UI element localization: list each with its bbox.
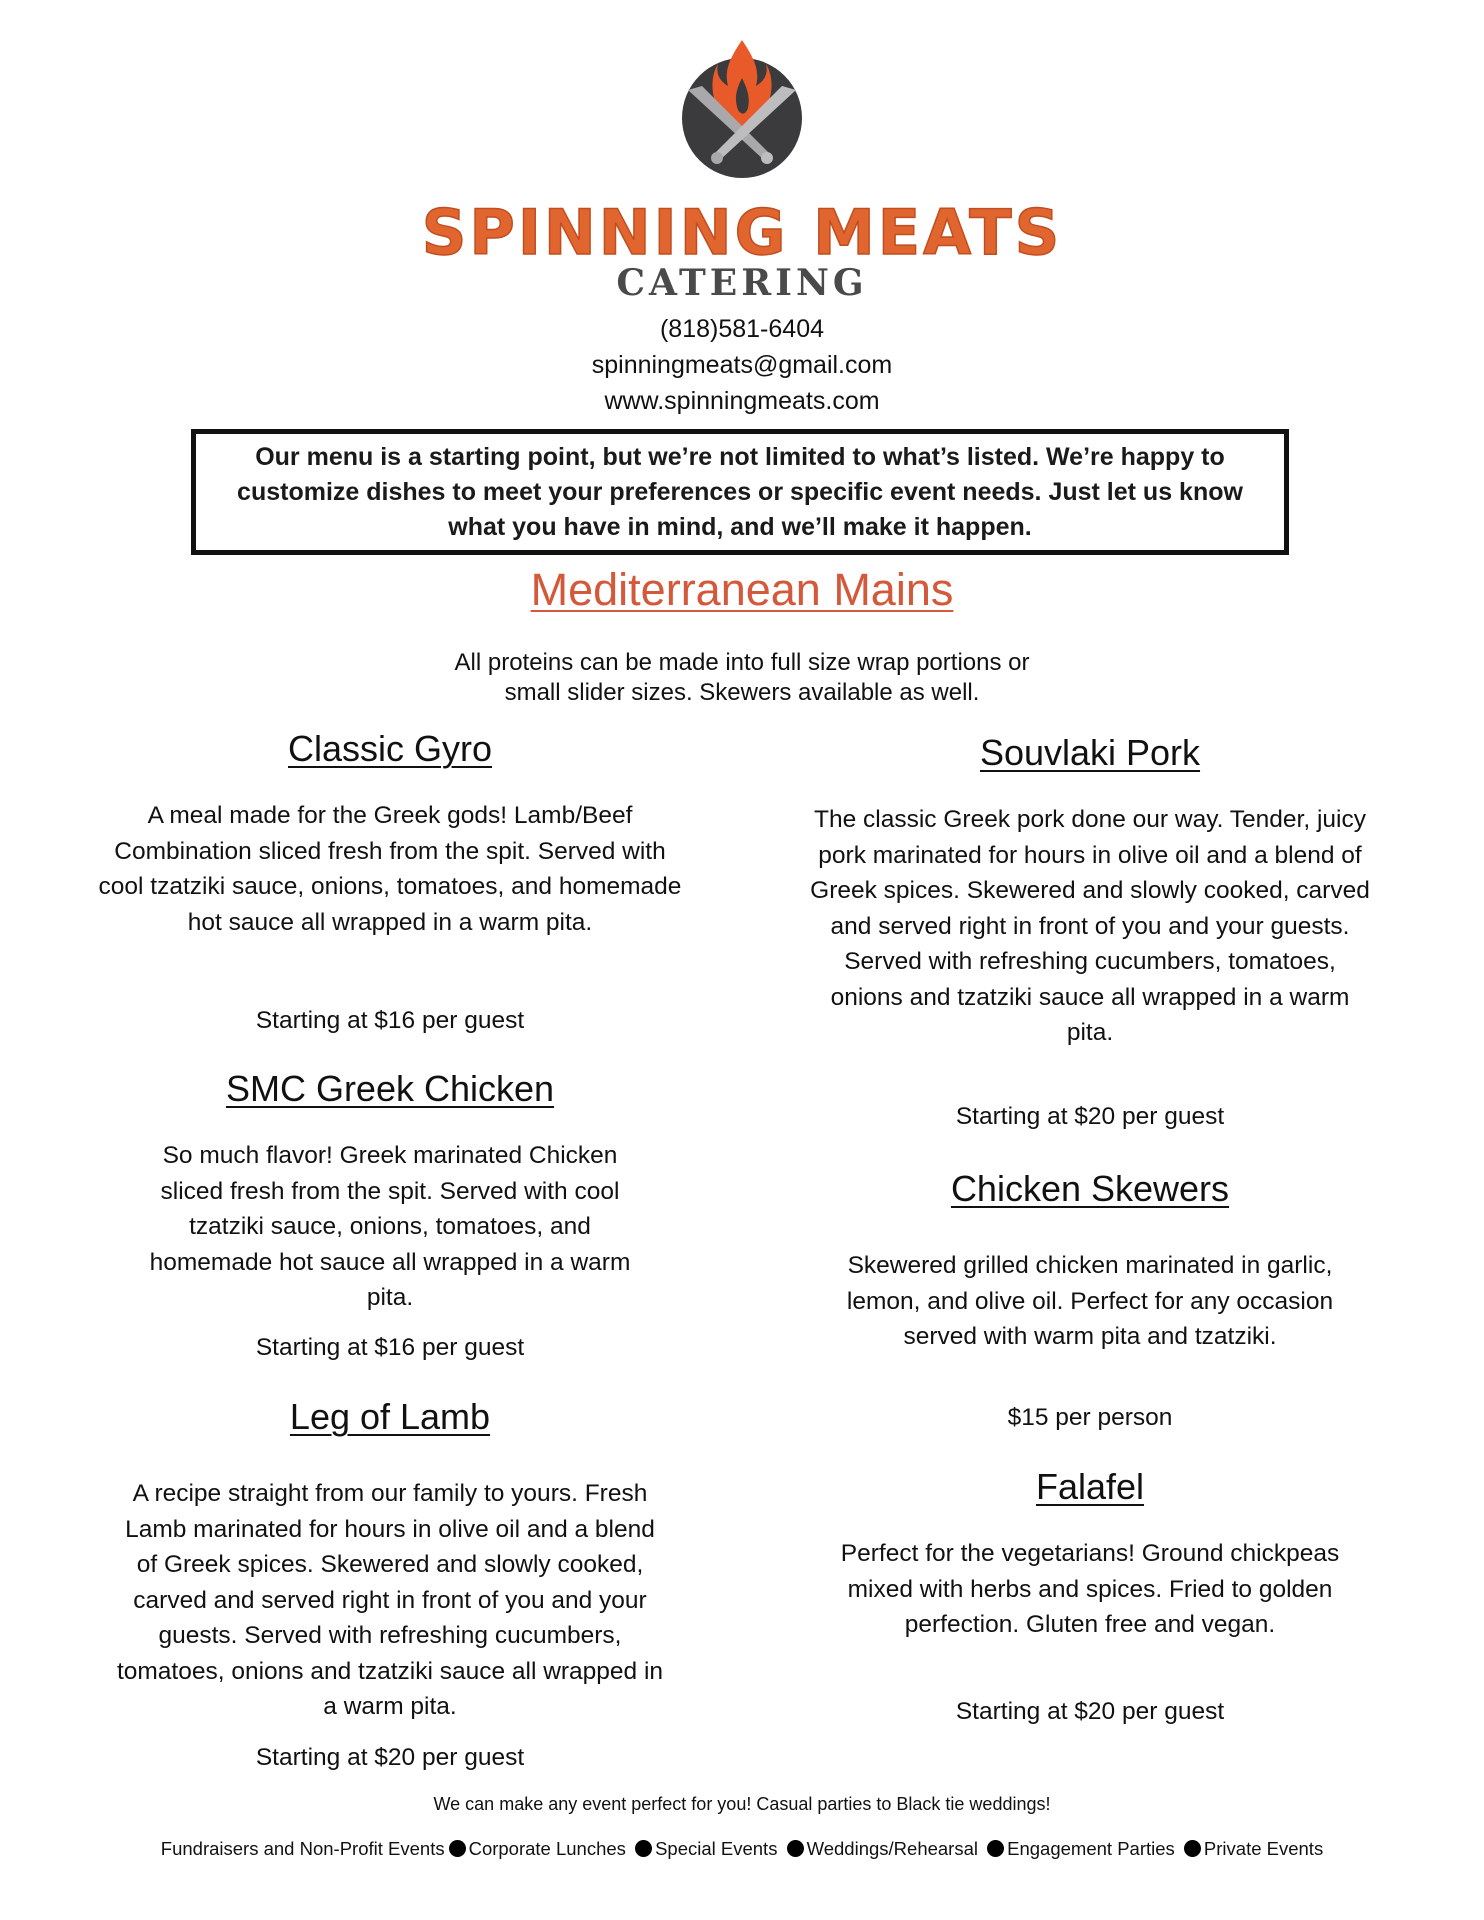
- item-title-falafel: Falafel: [1035, 1466, 1145, 1507]
- contact-phone: (818)581-6404: [659, 315, 824, 343]
- event-type: Private Events: [1203, 1838, 1324, 1859]
- item-desc-souvlaki-pork: The classic Greek pork done our way. Tender, juicy pork marinated for hours in olive oil and a blend of Greek spices. Skewered and slowly cooked, carved and served right in front of you and your guests. Served with refreshing cucumbers, tomatoes, onions and tzatziki sauce all wrapped in a warm pita.: [810, 806, 1370, 1046]
- item-title-souvlaki-pork: Souvlaki Pork: [979, 732, 1201, 773]
- event-type: Special Events: [655, 1838, 778, 1859]
- bullet-dot-icon: [987, 1840, 1004, 1857]
- footer-tagline: We can make any event perfect for you! Casual parties to Black tie weddings!: [433, 1794, 1051, 1814]
- item-title-classic-gyro: Classic Gyro: [287, 728, 493, 769]
- item-price-leg-of-lamb: Starting at $20 per guest: [255, 1744, 525, 1771]
- item-desc-chicken-skewers: Skewered grilled chicken marinated in garlic, lemon, and olive oil. Perfect for any occasion served with warm pita and tzatziki.: [846, 1252, 1334, 1350]
- contact-website[interactable]: www.spinningmeats.com: [604, 387, 880, 415]
- contact-email[interactable]: spinningmeats@gmail.com: [591, 351, 893, 379]
- event-type: Weddings/Rehearsal: [806, 1838, 978, 1859]
- item-desc-leg-of-lamb: A recipe straight from our family to yours. Fresh Lamb marinated for hours in olive oil and a blend of Greek spices. Skewered and slowly cooked, carved and served right in front of you and your guests. Served with refreshing cucumbers, tomatoes, onions and tzatziki sauce all wrapped in a warm pita.: [116, 1480, 664, 1720]
- section-title: Mediterranean Mains: [530, 564, 954, 615]
- section-note: All proteins can be made into full size wrap portions or small slider sizes. Skewers available as well.: [454, 649, 1030, 706]
- item-price-chicken-skewers: $15 per person: [1007, 1404, 1173, 1431]
- item-title-smc-greek-chicken: SMC Greek Chicken: [225, 1068, 555, 1109]
- event-type: Corporate Lunches: [468, 1838, 626, 1859]
- item-desc-classic-gyro: A meal made for the Greek gods! Lamb/Beef Combination sliced fresh from the spit. Served with cool tzatziki sauce, onions, tomatoes, and homemade hot sauce all wrapped in a warm pita.: [98, 802, 682, 936]
- item-title-leg-of-lamb: Leg of Lamb: [289, 1396, 491, 1437]
- notice-box: [191, 429, 1289, 555]
- item-desc-smc-greek-chicken: So much flavor! Greek marinated Chicken sliced fresh from the spit. Served with cool tzatziki sauce, onions, tomatoes, and homemade hot sauce all wrapped in a warm pita.: [149, 1142, 631, 1311]
- brand-subtitle: CATERING: [616, 262, 868, 304]
- event-type: Engagement Parties: [1007, 1838, 1175, 1859]
- event-type-list: [0, 1838, 1484, 1860]
- item-title-chicken-skewers: Chicken Skewers: [950, 1168, 1230, 1209]
- bullet-dot-icon: [449, 1840, 466, 1857]
- bullet-dot-icon: [635, 1840, 652, 1857]
- item-price-smc-greek-chicken: Starting at $16 per guest: [255, 1334, 525, 1361]
- logo-flame-knives-icon: [672, 28, 812, 178]
- notice-text: Our menu is a starting point, but we’re not limited to what’s listed. We’re happy to customize dishes to meet your preferences or specific event needs. Just let us know what you have in mind, and we’ll make it happen.: [237, 442, 1243, 541]
- item-price-souvlaki-pork: Starting at $20 per guest: [955, 1103, 1225, 1130]
- brand-name: SPINNING MEATS: [421, 196, 1063, 269]
- bullet-dot-icon: [1184, 1840, 1201, 1857]
- item-price-classic-gyro: Starting at $16 per guest: [255, 1007, 525, 1034]
- bullet-dot-icon: [787, 1840, 804, 1857]
- event-type: Fundraisers and Non-Profit Events: [160, 1838, 445, 1859]
- item-desc-falafel: Perfect for the vegetarians! Ground chickpeas mixed with herbs and spices. Fried to golden perfection. Gluten free and vegan.: [840, 1540, 1340, 1638]
- item-price-falafel: Starting at $20 per guest: [955, 1698, 1225, 1725]
